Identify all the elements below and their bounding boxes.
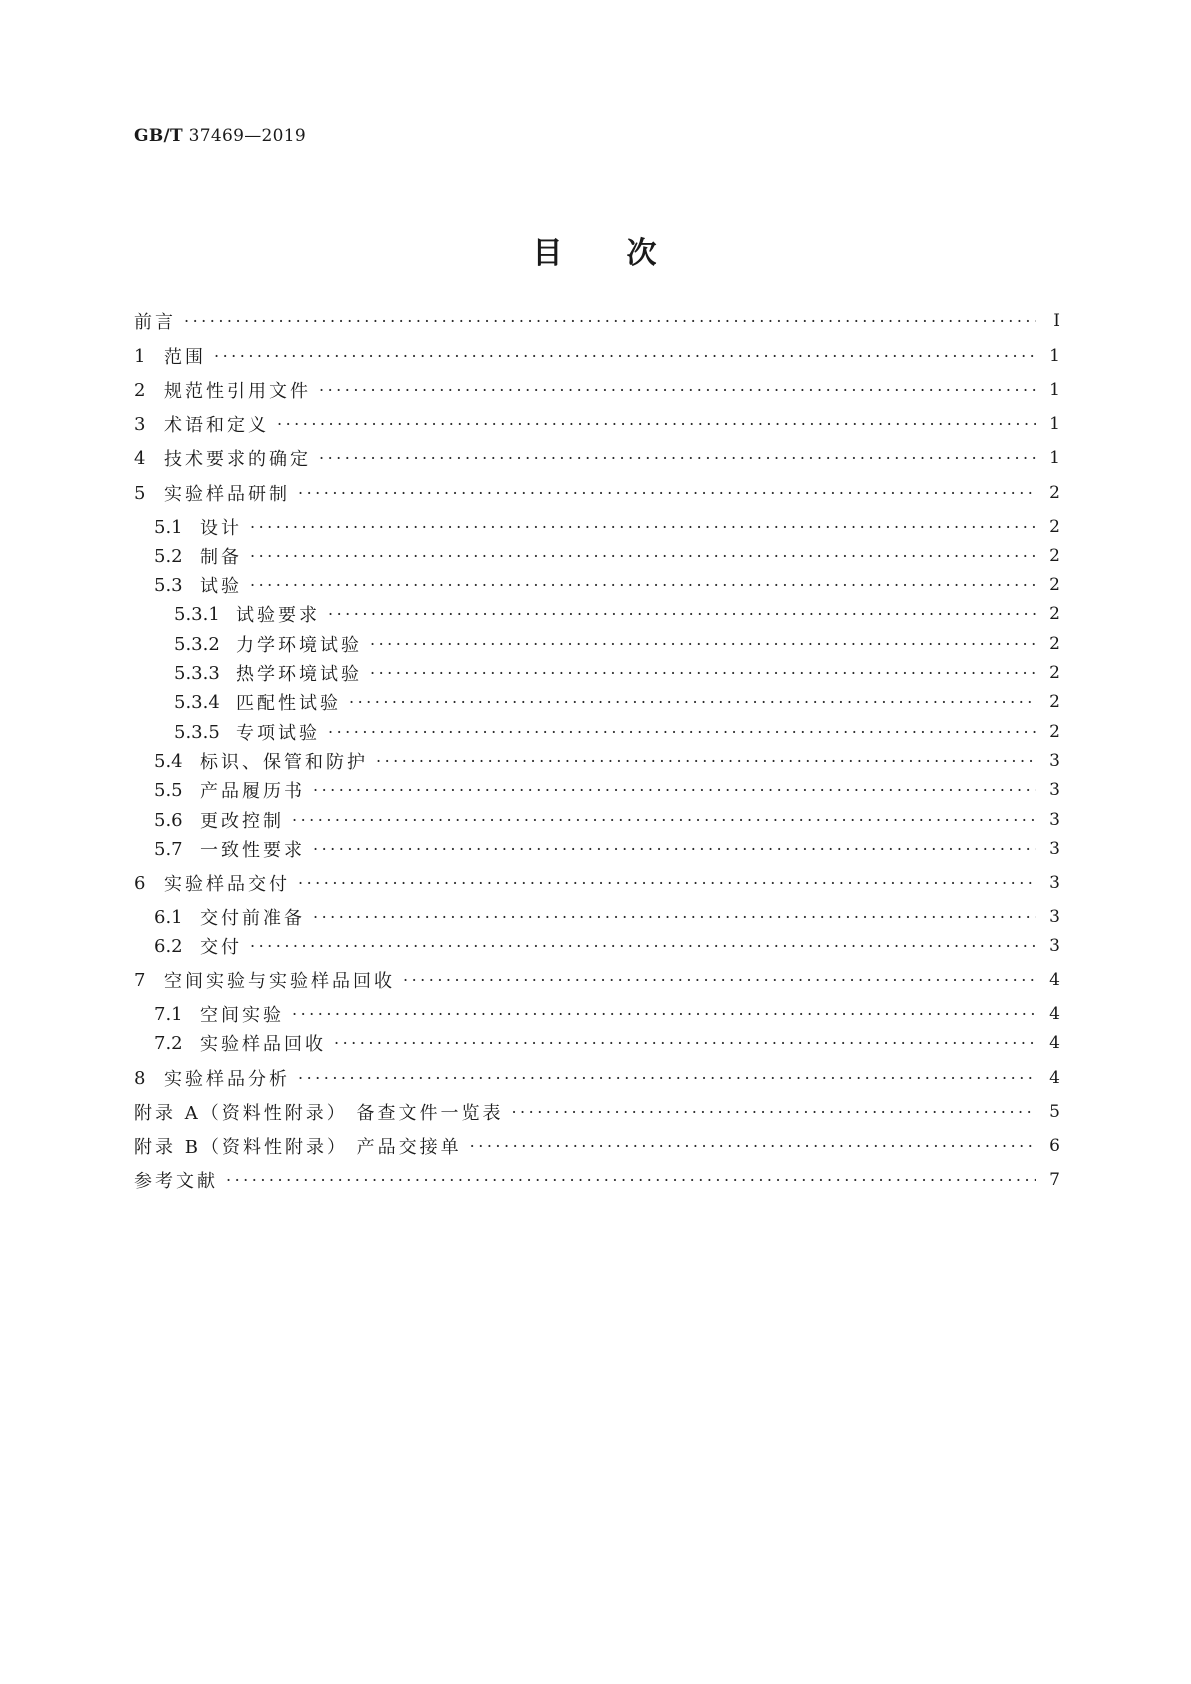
toc-dot-leader [298, 478, 1036, 508]
toc-dot-leader [470, 1131, 1036, 1161]
toc-entry-page: Ⅰ [1053, 311, 1060, 331]
toc-entry-label: 产品履历书 [200, 781, 305, 802]
toc-entry-page: 4 [1049, 1068, 1060, 1088]
toc-entry-5-3-2[interactable] [134, 629, 1060, 659]
toc-entry-label: 术语和定义 [164, 415, 269, 436]
toc-entry-number: 5.3.3 [174, 662, 220, 684]
toc-entry-8[interactable] [134, 1063, 1060, 1093]
toc-entry-number: 3 [134, 413, 146, 435]
toc-entry-page: 5 [1049, 1102, 1060, 1122]
toc-entry-5-3-4[interactable] [134, 687, 1060, 717]
toc-entry-label: 技术要求的确定 [164, 449, 311, 470]
toc-entry-page: 3 [1049, 751, 1060, 771]
toc-entry-number: 5.3 [154, 574, 183, 596]
toc-entry-number: 6.2 [154, 935, 183, 957]
toc-dot-leader [313, 834, 1036, 864]
toc-entry-label: 更改控制 [200, 811, 284, 832]
toc-entry-label: 空间实验与实验样品回收 [164, 971, 395, 992]
toc-entry-number: 4 [134, 447, 146, 469]
toc-entry-label: 前言 [134, 312, 176, 333]
toc-dot-leader [319, 375, 1036, 405]
toc-entry-label: 一致性要求 [200, 840, 305, 861]
toc-entry-number: 5.6 [154, 809, 183, 831]
toc-dot-leader [313, 775, 1036, 805]
toc-entry-number: 5.3.4 [174, 691, 220, 713]
toc-entry-6[interactable] [134, 868, 1060, 898]
toc-entry-label: 参考文献 [134, 1171, 218, 1192]
toc-entry-3[interactable] [134, 409, 1060, 439]
toc-dot-leader [334, 1028, 1036, 1058]
toc-entry-5-5[interactable] [134, 775, 1060, 805]
page-title-char-2: 次 [626, 236, 659, 271]
toc-entry-label: 规范性引用文件 [164, 381, 311, 402]
toc-entry-number: 5 [134, 482, 146, 504]
toc-entry-label: 实验样品分析 [164, 1069, 290, 1090]
toc-entry-label: 范围 [164, 347, 206, 368]
toc-entry-number: 6.1 [154, 906, 183, 928]
toc-entry-number: 6 [134, 872, 146, 894]
toc-entry-page: 2 [1049, 692, 1060, 712]
toc-entry-page: 2 [1049, 634, 1060, 654]
toc-entry-7-1[interactable] [134, 999, 1060, 1029]
toc-entry-page: 3 [1049, 839, 1060, 859]
toc-entry-page: 3 [1049, 873, 1060, 893]
toc-entry-label: 标识、保管和防护 [200, 752, 368, 773]
toc-entry-number: 5.2 [154, 545, 183, 567]
toc-entry-2[interactable] [134, 375, 1060, 405]
toc-entry-page: 2 [1049, 575, 1060, 595]
toc-entry-label: 试验要求 [236, 605, 320, 626]
toc-entry-7-2[interactable] [134, 1028, 1060, 1058]
toc-entry-label: 专项试验 [236, 723, 320, 744]
toc-entry-foreword[interactable] [134, 306, 1060, 336]
toc-entry-page: 2 [1049, 722, 1060, 742]
toc-entry-number: 5.3.1 [174, 603, 220, 625]
toc-dot-leader [313, 902, 1036, 932]
toc-entry-page: 1 [1049, 346, 1060, 366]
toc-entry-page: 3 [1049, 780, 1060, 800]
toc-entry-page: 4 [1049, 970, 1060, 990]
toc-entry-number: 5.3.5 [174, 721, 220, 743]
toc-entry-label: 实验样品研制 [164, 484, 290, 505]
toc-dot-leader [292, 999, 1036, 1029]
toc-entry-5-1[interactable] [134, 512, 1060, 542]
toc-dot-leader [370, 629, 1036, 659]
toc-dot-leader [319, 443, 1036, 473]
toc-entry-5-4[interactable] [134, 746, 1060, 776]
toc-entry-label: 力学环境试验 [236, 635, 362, 656]
toc-entry-page: 1 [1049, 448, 1060, 468]
toc-entry-number: 8 [134, 1067, 146, 1089]
toc-dot-leader [328, 717, 1036, 747]
toc-entry-5-6[interactable] [134, 805, 1060, 835]
toc-dot-leader [349, 687, 1036, 717]
toc-entry-label: 实验样品回收 [200, 1034, 326, 1055]
toc-entry-number: 2 [134, 379, 146, 401]
toc-entry-5-3-1[interactable] [134, 599, 1060, 629]
toc-entry-number: 7.2 [154, 1032, 183, 1054]
toc-dot-leader [250, 541, 1036, 571]
toc-dot-leader [250, 512, 1036, 542]
standard-code [134, 126, 306, 146]
toc-dot-leader [298, 868, 1036, 898]
toc-entry-label: 附录 B（资料性附录） 产品交接单 [134, 1137, 462, 1158]
toc-entry-references[interactable] [134, 1165, 1060, 1195]
page-title-char-1: 目 [532, 236, 565, 271]
toc-dot-leader [226, 1165, 1036, 1195]
toc-entry-appendix-a[interactable] [134, 1097, 1060, 1127]
toc-entry-5-3[interactable] [134, 570, 1060, 600]
toc-entry-label: 试验 [200, 576, 242, 597]
toc-entry-number: 1 [134, 345, 146, 367]
toc-entry-6-2[interactable] [134, 931, 1060, 961]
toc-entry-label: 附录 A（资料性附录） 备查文件一览表 [134, 1103, 504, 1124]
toc-entry-5-2[interactable] [134, 541, 1060, 571]
toc-entry-5-3-3[interactable] [134, 658, 1060, 688]
toc-entry-appendix-b[interactable] [134, 1131, 1060, 1161]
toc-entry-number: 5.5 [154, 779, 183, 801]
toc-entry-page: 1 [1049, 380, 1060, 400]
toc-entry-label: 空间实验 [200, 1005, 284, 1026]
toc-entry-page: 1 [1049, 414, 1060, 434]
toc-entry-label: 实验样品交付 [164, 874, 290, 895]
toc-dot-leader [184, 306, 1036, 336]
toc-entry-5-7[interactable] [134, 834, 1060, 864]
toc-entry-number: 5.4 [154, 750, 183, 772]
toc-entry-page: 3 [1049, 907, 1060, 927]
page-title [0, 228, 1191, 272]
toc-entry-number: 5.7 [154, 838, 183, 860]
toc-entry-page: 4 [1049, 1004, 1060, 1024]
toc-entry-number: 7 [134, 969, 146, 991]
toc-entry-label: 设计 [200, 518, 242, 539]
toc-entry-number: 7.1 [154, 1003, 183, 1025]
toc-entry-label: 匹配性试验 [236, 693, 341, 714]
toc-entry-page: 6 [1049, 1136, 1060, 1156]
toc-entry-page: 2 [1049, 604, 1060, 624]
toc-entry-label: 热学环境试验 [236, 664, 362, 685]
toc-entry-label: 交付前准备 [200, 908, 305, 929]
toc-entry-4[interactable] [134, 443, 1060, 473]
toc-entry-6-1[interactable] [134, 902, 1060, 932]
toc-entry-5-3-5[interactable] [134, 717, 1060, 747]
toc-entry-page: 4 [1049, 1033, 1060, 1053]
toc-entry-label: 制备 [200, 547, 242, 568]
standard-number: 37469—2019 [188, 126, 307, 146]
toc-dot-leader [250, 570, 1036, 600]
toc-entry-page: 2 [1049, 663, 1060, 683]
toc-entry-1[interactable] [134, 341, 1060, 371]
toc-entry-7[interactable] [134, 965, 1060, 995]
toc-dot-leader [328, 599, 1036, 629]
toc-entry-5[interactable] [134, 478, 1060, 508]
toc-entry-number: 5.1 [154, 516, 183, 538]
toc-dot-leader [292, 805, 1036, 835]
toc-entry-page: 7 [1049, 1170, 1060, 1190]
toc-entry-label: 交付 [200, 937, 242, 958]
toc-entry-page: 2 [1049, 546, 1060, 566]
toc-dot-leader [250, 931, 1036, 961]
toc-dot-leader [277, 409, 1036, 439]
toc-dot-leader [298, 1063, 1036, 1093]
toc-dot-leader [403, 965, 1036, 995]
toc-entry-number: 5.3.2 [174, 633, 220, 655]
standard-prefix: GB/T [134, 126, 183, 146]
toc-entry-page: 2 [1049, 483, 1060, 503]
toc-dot-leader [214, 341, 1036, 371]
toc-entry-page: 3 [1049, 936, 1060, 956]
toc-dot-leader [376, 746, 1036, 776]
toc-entry-page: 2 [1049, 517, 1060, 537]
toc-dot-leader [511, 1097, 1036, 1127]
toc-dot-leader [370, 658, 1036, 688]
toc-entry-page: 3 [1049, 810, 1060, 830]
